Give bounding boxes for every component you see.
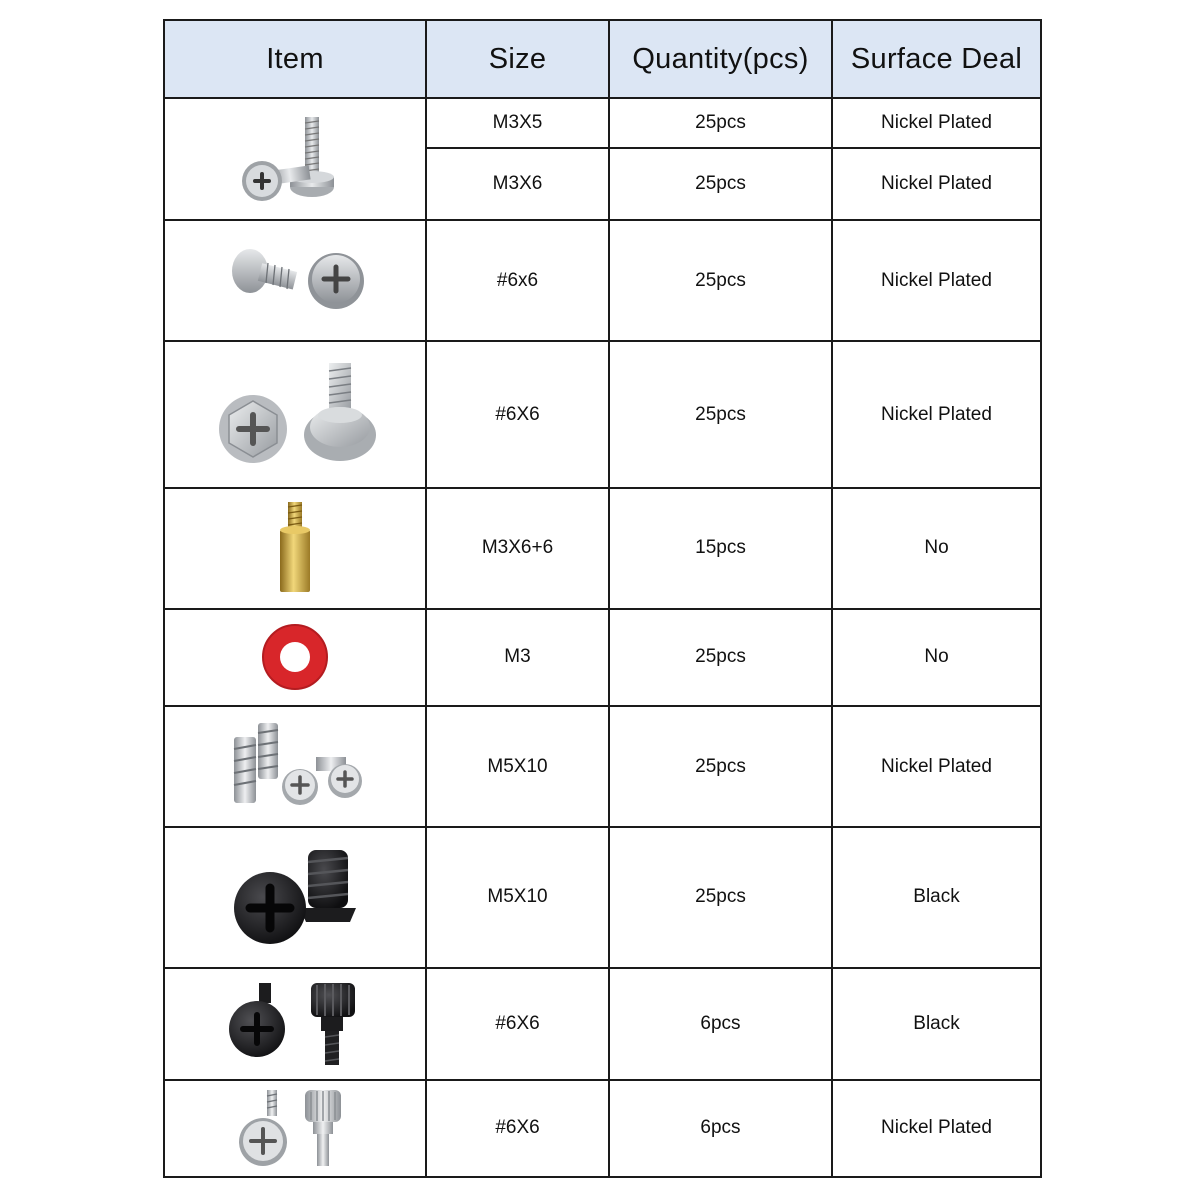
quantity-cell: 6pcs (609, 968, 832, 1080)
size-cell: M3X5 (426, 98, 609, 148)
table-row (164, 706, 1041, 827)
thumb-screw-black-icon (225, 979, 365, 1069)
quantity-cell: 6pcs (609, 1080, 832, 1177)
table-row (164, 341, 1041, 487)
washer-head-screw-silver-icon (230, 109, 360, 209)
item-image-cell (164, 1080, 426, 1177)
header-row (164, 20, 1041, 98)
fan-screw-black-icon (220, 842, 370, 952)
size-cell: M3 (426, 609, 609, 706)
pan-head-screw-silver-icon (220, 241, 370, 321)
item-image-cell (164, 98, 426, 220)
quantity-cell: 25pcs (609, 341, 832, 487)
quantity-cell: 25pcs (609, 148, 832, 220)
surface-cell: Black (832, 968, 1041, 1080)
surface-cell: Nickel Plated (832, 98, 1041, 148)
size-cell: M5X10 (426, 827, 609, 967)
fan-screw-silver-icon (220, 717, 370, 817)
table-row (164, 98, 1041, 148)
surface-cell: Black (832, 827, 1041, 967)
item-image-cell (164, 220, 426, 341)
header-surface: Surface Deal (832, 20, 1041, 98)
quantity-cell: 15pcs (609, 488, 832, 609)
item-image-cell (164, 609, 426, 706)
surface-cell: Nickel Plated (832, 341, 1041, 487)
size-cell: #6X6 (426, 968, 609, 1080)
quantity-cell: 25pcs (609, 706, 832, 827)
item-image-cell (164, 968, 426, 1080)
size-cell: M5X10 (426, 706, 609, 827)
header-item: Item (164, 20, 426, 98)
surface-cell: Nickel Plated (832, 148, 1041, 220)
item-image-cell (164, 341, 426, 487)
size-cell: M3X6 (426, 148, 609, 220)
flange-hex-screw-silver-icon (205, 357, 385, 472)
surface-cell: Nickel Plated (832, 706, 1041, 827)
table-row (164, 220, 1041, 341)
table-row (164, 1080, 1041, 1177)
brass-standoff-icon (270, 498, 320, 598)
item-image-cell (164, 706, 426, 827)
item-image-cell (164, 827, 426, 967)
surface-cell: No (832, 488, 1041, 609)
surface-cell: No (832, 609, 1041, 706)
surface-cell: Nickel Plated (832, 1080, 1041, 1177)
quantity-cell: 25pcs (609, 827, 832, 967)
size-cell: M3X6+6 (426, 488, 609, 609)
table-row (164, 488, 1041, 609)
spec-table (163, 19, 1042, 1178)
quantity-cell: 25pcs (609, 609, 832, 706)
table-row (164, 968, 1041, 1080)
size-cell: #6X6 (426, 1080, 609, 1177)
surface-cell: Nickel Plated (832, 220, 1041, 341)
quantity-cell: 25pcs (609, 220, 832, 341)
item-image-cell (164, 488, 426, 609)
size-cell: #6X6 (426, 341, 609, 487)
header-quantity: Quantity(pcs) (609, 20, 832, 98)
thumb-screw-silver-icon (235, 1086, 355, 1171)
table-row (164, 609, 1041, 706)
header-size: Size (426, 20, 609, 98)
red-fiber-washer-icon (255, 617, 335, 697)
quantity-cell: 25pcs (609, 98, 832, 148)
size-cell: #6x6 (426, 220, 609, 341)
table-row (164, 827, 1041, 967)
